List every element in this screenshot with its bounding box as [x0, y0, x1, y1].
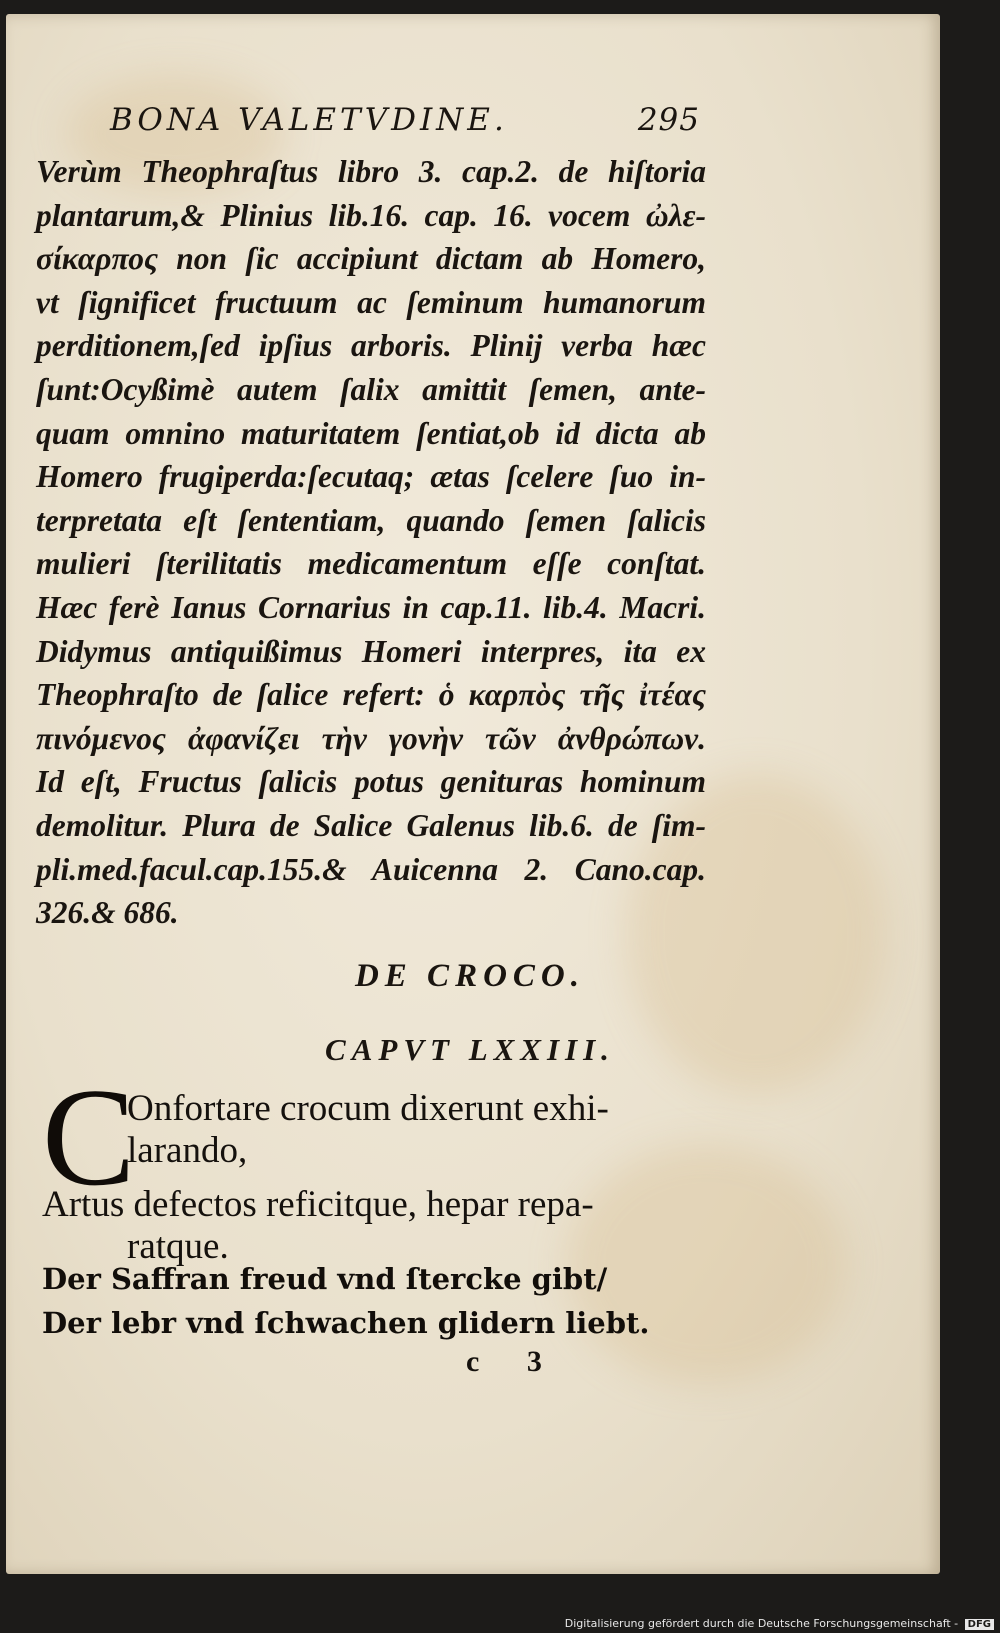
text-line: πινόμενος ἀφανίζει τὴν γονὴν τῶν ἀνθρώπων.: [36, 720, 706, 756]
text-line: Theophraſto de ſalice refert: ὁ καρπὸς τῆς ἰτέας: [36, 677, 706, 713]
text-line: vt ſignificet fructuum ac ſeminum humanorum: [36, 284, 706, 320]
text-line: Id eſt, Fructus ſalicis potus genituras hominum: [36, 764, 706, 800]
text-line: Verùm Theophraſtus libro 3. cap.2. de hiſtoria: [36, 154, 706, 189]
text-line: σίκαρπος non ſic accipiunt dictam ab Homero,: [36, 241, 706, 277]
text-line: Hæc ferè Ianus Cornarius in cap.11. lib.4. Macri.: [36, 589, 706, 625]
drop-cap: C: [42, 1060, 136, 1215]
chapter-title: DE CROCO.: [354, 958, 586, 994]
text-line: demolitur. Plura de Salice Galenus lib.6. de ſim-: [36, 807, 706, 843]
digitization-footer: [565, 1617, 994, 1630]
verse-line: Onfortare crocum dixerunt exhi-: [127, 1088, 609, 1129]
german-line: Der Saffran freud vnd ſtercke gibt/: [42, 1262, 608, 1296]
text-line: ſunt:Ocyßimè autem ſalix amittit ſemen, ante-: [36, 371, 706, 407]
running-header: [110, 102, 700, 138]
text-line: mulieri ſterilitatis medicamentum eſſe conſtat.: [36, 546, 706, 582]
verse-line: ratque.: [127, 1226, 229, 1267]
text-line: pli.med.facul.cap.155.& Auicenna 2. Cano.cap.: [36, 851, 706, 887]
text-line: Homero frugiperda:ſecutaq; ætas ſcelere ſuo in-: [36, 459, 706, 495]
footer-text: Digitalisierung gefördert durch die Deutsche Forschungsgemeinschaft -: [564, 1617, 959, 1630]
text-line: perditionem,ſed ipſius arboris. Plinij verba hæc: [36, 328, 706, 364]
german-line: Der lebr vnd ſchwachen glidern liebt.: [42, 1306, 650, 1340]
dfg-logo: DFG: [965, 1619, 994, 1630]
text-line: quam omnino maturitatem ſentiat,ob id dicta ab: [36, 415, 706, 451]
text-line: Didymus antiquißimus Homeri interpres, ita ex: [36, 633, 706, 669]
text-line: terpretata eſt ſententiam, quando ſemen ſalicis: [36, 502, 706, 538]
running-title: BONA VALETVDINE.: [110, 102, 508, 138]
page-number: 295: [637, 102, 700, 138]
body-paragraph: [36, 150, 706, 935]
signature-mark: c 3: [466, 1345, 562, 1378]
text-line: 326.& 686.: [36, 895, 179, 931]
chapter-number: CAPVT LXXIII.: [325, 1032, 615, 1067]
verse-line: Artus defectos reficitque, hepar repa-: [42, 1184, 594, 1225]
verse-line: larando,: [127, 1130, 248, 1171]
text-line: plantarum,& Plinius lib.16. cap. 16. vocem ὠλε-: [36, 197, 706, 233]
